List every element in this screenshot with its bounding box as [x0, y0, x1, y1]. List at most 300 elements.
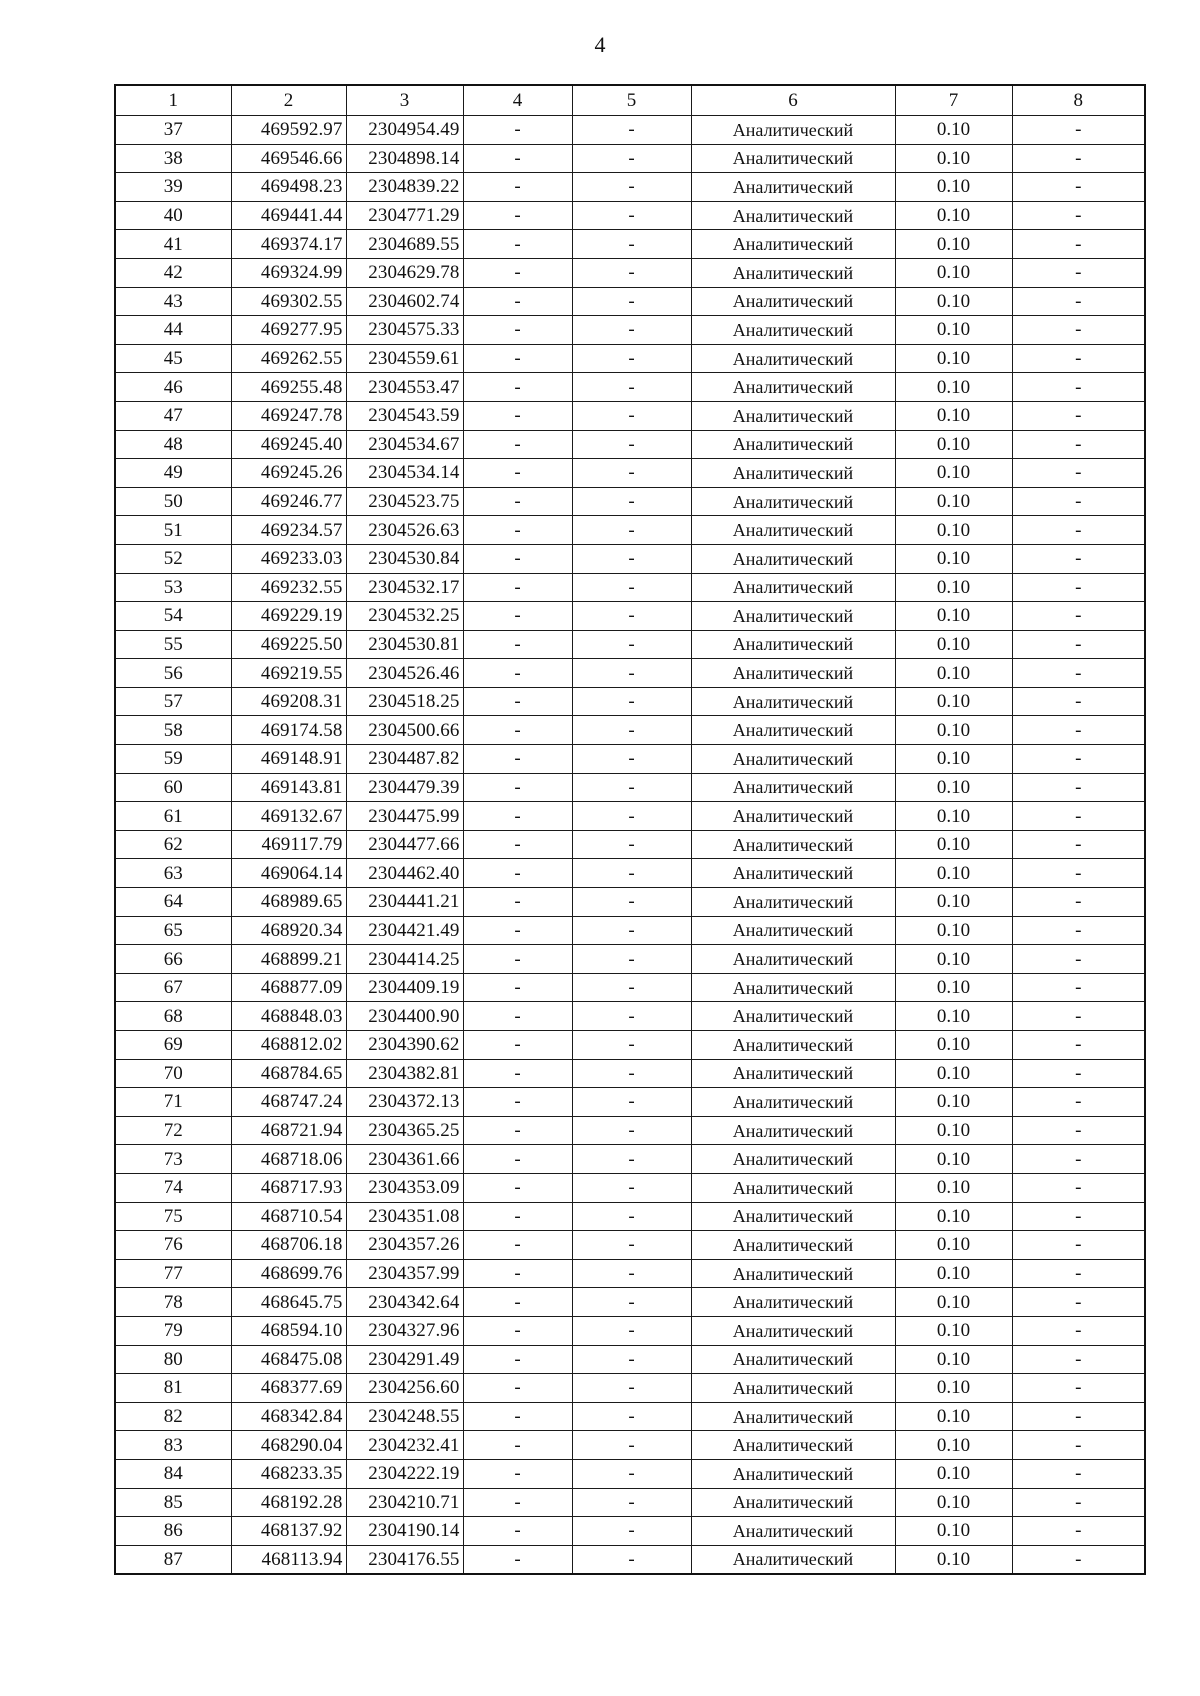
cell-coord-y: 2304357.99: [346, 1259, 463, 1288]
cell-coord-x: 469592.97: [231, 116, 346, 145]
cell-coord-y: 2304357.26: [346, 1231, 463, 1260]
cell-coord-x: 469233.03: [231, 544, 346, 573]
cell-coord-x: 469229.19: [231, 602, 346, 631]
cell-method: Аналитический: [691, 258, 895, 287]
cell-col-5: -: [572, 487, 691, 516]
cell-point-number: 74: [115, 1173, 231, 1202]
cell-point-number: 46: [115, 373, 231, 402]
cell-accuracy: 0.10: [895, 1259, 1012, 1288]
cell-method: Аналитический: [691, 1231, 895, 1260]
cell-coord-y: 2304342.64: [346, 1288, 463, 1317]
cell-col-8: -: [1012, 573, 1145, 602]
cell-col-8: -: [1012, 230, 1145, 259]
cell-col-4: -: [463, 1231, 572, 1260]
cell-accuracy: 0.10: [895, 1202, 1012, 1231]
cell-point-number: 37: [115, 116, 231, 145]
cell-coord-x: 468594.10: [231, 1316, 346, 1345]
cell-point-number: 55: [115, 630, 231, 659]
cell-col-8: -: [1012, 1116, 1145, 1145]
cell-col-5: -: [572, 144, 691, 173]
cell-coord-x: 468192.28: [231, 1488, 346, 1517]
cell-point-number: 48: [115, 430, 231, 459]
cell-accuracy: 0.10: [895, 573, 1012, 602]
cell-col-4: -: [463, 316, 572, 345]
cell-col-5: -: [572, 687, 691, 716]
cell-point-number: 76: [115, 1231, 231, 1260]
cell-col-4: -: [463, 1488, 572, 1517]
cell-coord-x: 468989.65: [231, 888, 346, 917]
cell-method: Аналитический: [691, 1173, 895, 1202]
cell-col-8: -: [1012, 201, 1145, 230]
table-row: [115, 1088, 1145, 1117]
table-row: [115, 716, 1145, 745]
cell-col-8: -: [1012, 1031, 1145, 1060]
cell-method: Аналитический: [691, 1431, 895, 1460]
cell-point-number: 77: [115, 1259, 231, 1288]
cell-col-8: -: [1012, 144, 1145, 173]
cell-method: Аналитический: [691, 1345, 895, 1374]
column-header-3: 3: [346, 85, 463, 116]
cell-method: Аналитический: [691, 401, 895, 430]
cell-accuracy: 0.10: [895, 316, 1012, 345]
table-row: [115, 544, 1145, 573]
cell-col-8: -: [1012, 1545, 1145, 1574]
cell-col-4: -: [463, 487, 572, 516]
cell-col-8: -: [1012, 1231, 1145, 1260]
cell-accuracy: 0.10: [895, 1316, 1012, 1345]
cell-col-4: -: [463, 116, 572, 145]
cell-accuracy: 0.10: [895, 144, 1012, 173]
cell-col-8: -: [1012, 802, 1145, 831]
cell-col-8: -: [1012, 516, 1145, 545]
cell-accuracy: 0.10: [895, 716, 1012, 745]
cell-col-5: -: [572, 459, 691, 488]
cell-coord-x: 469245.40: [231, 430, 346, 459]
cell-coord-y: 2304190.14: [346, 1517, 463, 1546]
column-header-5: 5: [572, 85, 691, 116]
cell-accuracy: 0.10: [895, 973, 1012, 1002]
cell-col-5: -: [572, 802, 691, 831]
cell-accuracy: 0.10: [895, 1459, 1012, 1488]
cell-coord-y: 2304409.19: [346, 973, 463, 1002]
cell-accuracy: 0.10: [895, 888, 1012, 917]
cell-coord-y: 2304248.55: [346, 1402, 463, 1431]
cell-accuracy: 0.10: [895, 1402, 1012, 1431]
cell-coord-y: 2304526.46: [346, 659, 463, 688]
cell-coord-x: 468717.93: [231, 1173, 346, 1202]
cell-accuracy: 0.10: [895, 1488, 1012, 1517]
table-row: [115, 687, 1145, 716]
cell-coord-y: 2304518.25: [346, 687, 463, 716]
cell-coord-y: 2304382.81: [346, 1059, 463, 1088]
cell-col-4: -: [463, 401, 572, 430]
cell-method: Аналитический: [691, 287, 895, 316]
cell-coord-y: 2304390.62: [346, 1031, 463, 1060]
cell-col-5: -: [572, 1459, 691, 1488]
cell-method: Аналитический: [691, 116, 895, 145]
cell-col-8: -: [1012, 973, 1145, 1002]
table-row: [115, 144, 1145, 173]
cell-coord-y: 2304771.29: [346, 201, 463, 230]
cell-point-number: 63: [115, 859, 231, 888]
table-row: [115, 1116, 1145, 1145]
cell-point-number: 72: [115, 1116, 231, 1145]
cell-method: Аналитический: [691, 1316, 895, 1345]
table-row: [115, 230, 1145, 259]
table-row: [115, 487, 1145, 516]
cell-coord-x: 468718.06: [231, 1145, 346, 1174]
cell-coord-x: 469546.66: [231, 144, 346, 173]
cell-method: Аналитический: [691, 1517, 895, 1546]
cell-point-number: 71: [115, 1088, 231, 1117]
cell-col-5: -: [572, 1031, 691, 1060]
cell-accuracy: 0.10: [895, 401, 1012, 430]
cell-col-4: -: [463, 1431, 572, 1460]
cell-point-number: 85: [115, 1488, 231, 1517]
cell-method: Аналитический: [691, 230, 895, 259]
page-number: 4: [594, 32, 606, 57]
cell-col-4: -: [463, 630, 572, 659]
cell-accuracy: 0.10: [895, 344, 1012, 373]
cell-coord-x: 468920.34: [231, 916, 346, 945]
cell-accuracy: 0.10: [895, 1088, 1012, 1117]
cell-col-8: -: [1012, 1059, 1145, 1088]
cell-col-8: -: [1012, 745, 1145, 774]
cell-coord-x: 469302.55: [231, 287, 346, 316]
cell-col-5: -: [572, 544, 691, 573]
cell-accuracy: 0.10: [895, 830, 1012, 859]
cell-col-4: -: [463, 1145, 572, 1174]
table-row: [115, 1202, 1145, 1231]
cell-col-8: -: [1012, 459, 1145, 488]
cell-col-8: -: [1012, 1002, 1145, 1031]
cell-accuracy: 0.10: [895, 802, 1012, 831]
cell-point-number: 86: [115, 1517, 231, 1546]
cell-coord-x: 469174.58: [231, 716, 346, 745]
table-row: [115, 1173, 1145, 1202]
cell-col-4: -: [463, 916, 572, 945]
cell-point-number: 70: [115, 1059, 231, 1088]
cell-method: Аналитический: [691, 1402, 895, 1431]
cell-col-5: -: [572, 630, 691, 659]
cell-method: Аналитический: [691, 487, 895, 516]
cell-col-5: -: [572, 602, 691, 631]
cell-accuracy: 0.10: [895, 945, 1012, 974]
table-row: [115, 773, 1145, 802]
cell-coord-y: 2304629.78: [346, 258, 463, 287]
table-row: [115, 344, 1145, 373]
cell-method: Аналитический: [691, 1088, 895, 1117]
cell-col-4: -: [463, 1031, 572, 1060]
cell-col-8: -: [1012, 773, 1145, 802]
cell-col-5: -: [572, 173, 691, 202]
cell-col-8: -: [1012, 316, 1145, 345]
cell-col-8: -: [1012, 1288, 1145, 1317]
cell-coord-y: 2304351.08: [346, 1202, 463, 1231]
cell-col-5: -: [572, 1259, 691, 1288]
cell-col-8: -: [1012, 716, 1145, 745]
cell-point-number: 80: [115, 1345, 231, 1374]
table-row: [115, 1145, 1145, 1174]
cell-point-number: 38: [115, 144, 231, 173]
cell-col-5: -: [572, 516, 691, 545]
table-row: [115, 1488, 1145, 1517]
cell-coord-y: 2304530.84: [346, 544, 463, 573]
cell-coord-y: 2304534.67: [346, 430, 463, 459]
cell-col-5: -: [572, 1088, 691, 1117]
cell-col-5: -: [572, 1545, 691, 1574]
cell-coord-x: 468706.18: [231, 1231, 346, 1260]
cell-col-8: -: [1012, 888, 1145, 917]
table-row: [115, 1231, 1145, 1260]
cell-method: Аналитический: [691, 830, 895, 859]
cell-coord-y: 2304222.19: [346, 1459, 463, 1488]
cell-method: Аналитический: [691, 1202, 895, 1231]
cell-coord-y: 2304475.99: [346, 802, 463, 831]
cell-coord-x: 469441.44: [231, 201, 346, 230]
cell-method: Аналитический: [691, 687, 895, 716]
cell-coord-x: 469498.23: [231, 173, 346, 202]
cell-point-number: 41: [115, 230, 231, 259]
cell-coord-y: 2304839.22: [346, 173, 463, 202]
cell-col-5: -: [572, 116, 691, 145]
cell-coord-x: 469247.78: [231, 401, 346, 430]
cell-coord-y: 2304414.25: [346, 945, 463, 974]
coordinates-table: [114, 84, 1146, 1575]
table-row: [115, 1459, 1145, 1488]
cell-col-4: -: [463, 687, 572, 716]
cell-col-5: -: [572, 258, 691, 287]
cell-col-4: -: [463, 1345, 572, 1374]
cell-point-number: 81: [115, 1374, 231, 1403]
cell-col-8: -: [1012, 1316, 1145, 1345]
cell-col-5: -: [572, 401, 691, 430]
cell-accuracy: 0.10: [895, 1431, 1012, 1460]
cell-accuracy: 0.10: [895, 516, 1012, 545]
coordinates-table-container: [114, 84, 1144, 1575]
cell-coord-y: 2304523.75: [346, 487, 463, 516]
cell-coord-y: 2304526.63: [346, 516, 463, 545]
cell-coord-x: 469262.55: [231, 344, 346, 373]
cell-coord-y: 2304291.49: [346, 1345, 463, 1374]
table-row: [115, 1031, 1145, 1060]
cell-col-5: -: [572, 1402, 691, 1431]
cell-col-5: -: [572, 373, 691, 402]
cell-col-8: -: [1012, 1202, 1145, 1231]
cell-method: Аналитический: [691, 144, 895, 173]
cell-point-number: 47: [115, 401, 231, 430]
cell-coord-x: 469064.14: [231, 859, 346, 888]
table-row: [115, 659, 1145, 688]
cell-coord-y: 2304372.13: [346, 1088, 463, 1117]
cell-method: Аналитический: [691, 888, 895, 917]
cell-point-number: 84: [115, 1459, 231, 1488]
table-row: [115, 1402, 1145, 1431]
cell-col-4: -: [463, 1316, 572, 1345]
table-row: [115, 1288, 1145, 1317]
cell-col-5: -: [572, 1374, 691, 1403]
cell-point-number: 65: [115, 916, 231, 945]
cell-col-5: -: [572, 1002, 691, 1031]
cell-coord-x: 469143.81: [231, 773, 346, 802]
table-row: [115, 745, 1145, 774]
cell-point-number: 82: [115, 1402, 231, 1431]
cell-coord-y: 2304256.60: [346, 1374, 463, 1403]
cell-method: Аналитический: [691, 344, 895, 373]
cell-col-5: -: [572, 945, 691, 974]
cell-method: Аналитический: [691, 630, 895, 659]
cell-col-8: -: [1012, 1259, 1145, 1288]
cell-col-5: -: [572, 1202, 691, 1231]
cell-col-4: -: [463, 230, 572, 259]
table-row: [115, 173, 1145, 202]
cell-coord-y: 2304210.71: [346, 1488, 463, 1517]
cell-coord-y: 2304500.66: [346, 716, 463, 745]
cell-coord-x: 468899.21: [231, 945, 346, 974]
cell-col-8: -: [1012, 401, 1145, 430]
table-row: [115, 430, 1145, 459]
cell-accuracy: 0.10: [895, 1116, 1012, 1145]
cell-col-8: -: [1012, 945, 1145, 974]
cell-accuracy: 0.10: [895, 1288, 1012, 1317]
cell-accuracy: 0.10: [895, 173, 1012, 202]
cell-coord-y: 2304441.21: [346, 888, 463, 917]
cell-method: Аналитический: [691, 544, 895, 573]
cell-col-4: -: [463, 602, 572, 631]
cell-coord-y: 2304479.39: [346, 773, 463, 802]
cell-coord-x: 469245.26: [231, 459, 346, 488]
cell-method: Аналитический: [691, 1002, 895, 1031]
cell-coord-x: 469219.55: [231, 659, 346, 688]
cell-col-4: -: [463, 1259, 572, 1288]
cell-accuracy: 0.10: [895, 1517, 1012, 1546]
cell-col-8: -: [1012, 859, 1145, 888]
table-row: [115, 1431, 1145, 1460]
cell-col-4: -: [463, 544, 572, 573]
cell-accuracy: 0.10: [895, 230, 1012, 259]
cell-coord-x: 468747.24: [231, 1088, 346, 1117]
cell-method: Аналитический: [691, 573, 895, 602]
column-header-2: 2: [231, 85, 346, 116]
cell-method: Аналитический: [691, 173, 895, 202]
cell-method: Аналитический: [691, 745, 895, 774]
table-row: [115, 201, 1145, 230]
cell-col-5: -: [572, 287, 691, 316]
cell-coord-x: 468848.03: [231, 1002, 346, 1031]
cell-coord-y: 2304954.49: [346, 116, 463, 145]
cell-method: Аналитический: [691, 659, 895, 688]
cell-point-number: 39: [115, 173, 231, 202]
cell-method: Аналитический: [691, 916, 895, 945]
cell-coord-x: 468377.69: [231, 1374, 346, 1403]
table-row: [115, 1517, 1145, 1546]
cell-coord-x: 469277.95: [231, 316, 346, 345]
cell-method: Аналитический: [691, 1374, 895, 1403]
cell-col-8: -: [1012, 1088, 1145, 1117]
cell-coord-x: 469324.99: [231, 258, 346, 287]
cell-point-number: 66: [115, 945, 231, 974]
cell-col-8: -: [1012, 1173, 1145, 1202]
table-row: [115, 916, 1145, 945]
cell-coord-x: 469148.91: [231, 745, 346, 774]
table-body: [115, 116, 1145, 1575]
cell-point-number: 61: [115, 802, 231, 831]
cell-col-8: -: [1012, 116, 1145, 145]
cell-point-number: 57: [115, 687, 231, 716]
cell-coord-x: 469374.17: [231, 230, 346, 259]
cell-col-8: -: [1012, 373, 1145, 402]
cell-method: Аналитический: [691, 516, 895, 545]
cell-coord-x: 468812.02: [231, 1031, 346, 1060]
cell-col-4: -: [463, 773, 572, 802]
cell-col-4: -: [463, 1459, 572, 1488]
cell-col-5: -: [572, 201, 691, 230]
cell-accuracy: 0.10: [895, 1545, 1012, 1574]
cell-col-4: -: [463, 459, 572, 488]
cell-method: Аналитический: [691, 459, 895, 488]
cell-coord-x: 468137.92: [231, 1517, 346, 1546]
cell-point-number: 67: [115, 973, 231, 1002]
cell-col-5: -: [572, 973, 691, 1002]
cell-coord-y: 2304898.14: [346, 144, 463, 173]
cell-method: Аналитический: [691, 1259, 895, 1288]
cell-method: Аналитический: [691, 1545, 895, 1574]
table-row: [115, 859, 1145, 888]
cell-accuracy: 0.10: [895, 487, 1012, 516]
cell-col-4: -: [463, 516, 572, 545]
cell-point-number: 73: [115, 1145, 231, 1174]
column-header-4: 4: [463, 85, 572, 116]
cell-accuracy: 0.10: [895, 287, 1012, 316]
table-row: [115, 373, 1145, 402]
cell-coord-y: 2304602.74: [346, 287, 463, 316]
cell-accuracy: 0.10: [895, 687, 1012, 716]
cell-col-4: -: [463, 888, 572, 917]
cell-coord-x: 468233.35: [231, 1459, 346, 1488]
cell-col-5: -: [572, 888, 691, 917]
cell-accuracy: 0.10: [895, 373, 1012, 402]
cell-point-number: 60: [115, 773, 231, 802]
cell-point-number: 53: [115, 573, 231, 602]
table-row: [115, 1345, 1145, 1374]
cell-coord-y: 2304400.90: [346, 1002, 463, 1031]
cell-coord-y: 2304176.55: [346, 1545, 463, 1574]
cell-col-4: -: [463, 1002, 572, 1031]
cell-coord-x: 468645.75: [231, 1288, 346, 1317]
cell-accuracy: 0.10: [895, 1231, 1012, 1260]
cell-col-4: -: [463, 1059, 572, 1088]
cell-method: Аналитический: [691, 1459, 895, 1488]
cell-coord-y: 2304365.25: [346, 1116, 463, 1145]
cell-coord-x: 469117.79: [231, 830, 346, 859]
cell-col-5: -: [572, 1145, 691, 1174]
cell-coord-y: 2304462.40: [346, 859, 463, 888]
cell-col-5: -: [572, 1288, 691, 1317]
cell-coord-x: 468721.94: [231, 1116, 346, 1145]
cell-col-5: -: [572, 316, 691, 345]
cell-point-number: 45: [115, 344, 231, 373]
cell-accuracy: 0.10: [895, 544, 1012, 573]
cell-col-5: -: [572, 745, 691, 774]
cell-accuracy: 0.10: [895, 1173, 1012, 1202]
cell-col-5: -: [572, 830, 691, 859]
table-row: [115, 973, 1145, 1002]
cell-col-8: -: [1012, 430, 1145, 459]
cell-point-number: 40: [115, 201, 231, 230]
cell-method: Аналитический: [691, 1145, 895, 1174]
cell-coord-y: 2304543.59: [346, 401, 463, 430]
cell-accuracy: 0.10: [895, 1345, 1012, 1374]
